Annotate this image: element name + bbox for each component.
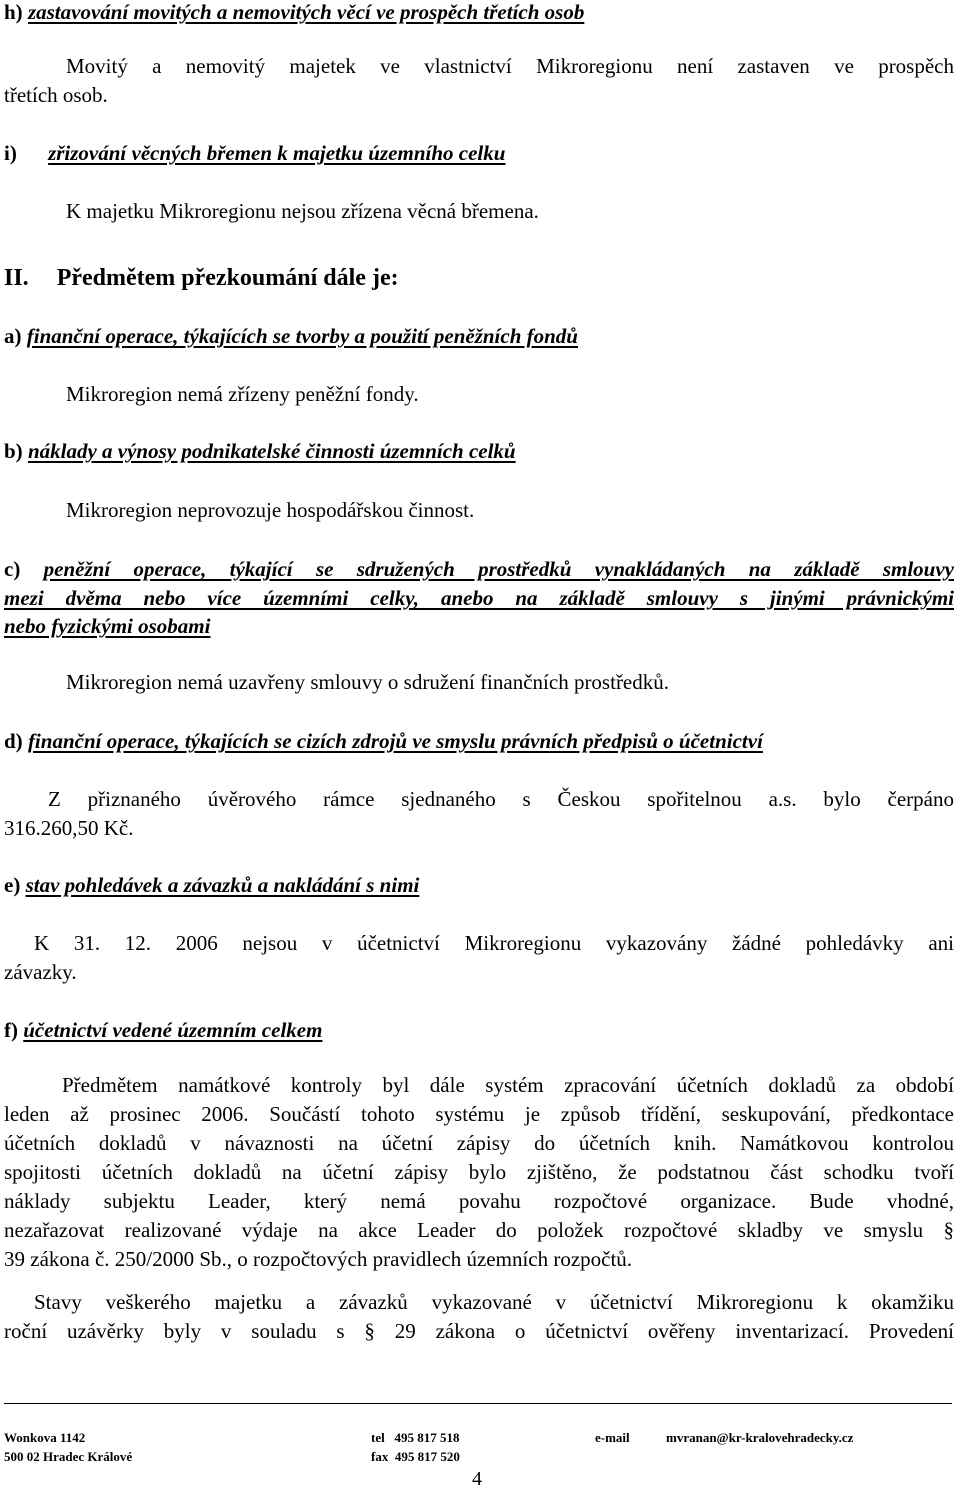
page-number: 4	[472, 1468, 482, 1490]
section-c-title-line3: nebo fyzickými osobami	[4, 614, 211, 638]
section-d-line1: Z přiznaného úvěrového rámce sjednaného s Českou spořitelnou a.s. bylo čerpáno	[48, 787, 954, 811]
section-a-body: Mikroregion nemá zřízeny peněžní fondy.	[66, 382, 419, 406]
section-b-heading	[4, 437, 516, 466]
section-b-body: Mikroregion neprovozuje hospodářskou činnost.	[66, 498, 475, 522]
section-e-line2: závazky.	[4, 960, 77, 984]
footer-rule	[4, 1403, 952, 1404]
section-i-heading	[4, 139, 505, 168]
section-f-title: účetnictví vedené územním celkem	[23, 1018, 323, 1042]
section-ii-heading	[4, 264, 399, 293]
footer-email: mvranan@kr-kralovehradecky.cz	[666, 1430, 854, 1445]
section-d-heading	[4, 727, 763, 756]
section-h-line2: třetích osob.	[4, 83, 108, 107]
section-c-title-line1: peněžní operace, týkající se sdružených prostředků vynakládaných na základě smlouvy	[43, 557, 954, 581]
section-f-p1-line3: účetních dokladů v návaznosti na účetní zápisy do účetních knih. Namátkovou kontrolou	[4, 1131, 954, 1155]
section-d-body	[4, 785, 954, 814]
section-b-label: b)	[4, 439, 23, 463]
footer-street: Wonkova 1142	[4, 1430, 86, 1445]
footer-email-label: e-mail	[595, 1430, 630, 1445]
section-d-line2: 316.260,50 Kč.	[4, 816, 134, 840]
section-i-body: K majetku Mikroregionu nejsou zřízena věcná břemena.	[66, 199, 539, 223]
section-i-title: zřizování věcných břemen k majetku územního celku	[48, 141, 506, 165]
section-h-title: zastavování movitých a nemovitých věcí ve prospěch třetích osob	[27, 0, 585, 24]
section-e-heading	[4, 871, 419, 900]
footer-city: 500 02 Hradec Králové	[4, 1449, 133, 1464]
section-b-title: náklady a výnosy podnikatelské činnosti územních celků	[27, 439, 516, 463]
section-a-label: a)	[4, 324, 22, 348]
section-e-body	[4, 929, 954, 958]
section-f-p2-line1: Stavy veškerého majetku a závazků vykazované v účetnictví Mikroregionu k okamžiku	[34, 1290, 954, 1314]
section-c-heading-line1	[4, 555, 954, 584]
section-d-title: finanční operace, týkajících se cizích zdrojů ve smyslu právních předpisů o účetnictví	[27, 729, 763, 753]
section-f-p1-line7: 39 zákona č. 250/2000 Sb., o rozpočtových pravidlech územních rozpočtů.	[4, 1247, 633, 1271]
section-f-label: f)	[4, 1018, 18, 1042]
section-f-p1-line4: spojitosti účetních dokladů na účetní zápisy bylo zjištěno, že podstatnou část schodku tvoří	[4, 1160, 954, 1184]
section-f-heading	[4, 1016, 322, 1045]
section-a-heading	[4, 322, 578, 351]
section-f-p2-line2: roční uzávěrky byly v souladu s § 29 zákona o účetnictví ověřeny inventarizací. Provedení	[4, 1319, 954, 1343]
section-c-heading-line3	[4, 612, 210, 641]
section-h-body	[4, 52, 954, 81]
footer-tel: tel 495 817 518	[371, 1430, 460, 1445]
section-h-label: h)	[4, 0, 23, 24]
section-f-p1-line1: Předmětem namátkové kontroly byl dále systém zpracování účetních dokladů za období	[62, 1073, 954, 1097]
section-c-title-line2: mezi dvěma nebo více územními celky, anebo na základě smlouvy s jinými právnickými	[4, 586, 954, 610]
section-c-heading-line2	[4, 584, 954, 613]
section-i-label: i)	[4, 141, 17, 165]
section-e-line1: K 31. 12. 2006 nejsou v účetnictví Mikroregionu vykazovány žádné pohledávky ani	[34, 931, 954, 955]
section-f-p1-line5: náklady subjektu Leader, který nemá povahu rozpočtové organizace. Bude vhodné,	[4, 1189, 954, 1213]
section-c-body: Mikroregion nemá uzavřeny smlouvy o sdružení finančních prostředků.	[66, 670, 670, 694]
section-c-label: c)	[4, 557, 21, 581]
section-a-title: finanční operace, týkajících se tvorby a použití peněžních fondů	[26, 324, 578, 348]
section-h-heading	[4, 0, 584, 27]
section-d-label: d)	[4, 729, 23, 753]
section-f-p1-line2: leden až prosinec 2006. Součástí tohoto systému je způsob třídění, seskupování, předkontace	[4, 1102, 954, 1126]
section-ii-label: II.	[4, 265, 29, 291]
section-e-title: stav pohledávek a závazků a nakládání s nimi	[25, 873, 420, 897]
section-h-line1: Movitý a nemovitý majetek ve vlastnictví Mikroregionu není zastaven ve prospěch	[66, 54, 954, 78]
footer-fax: fax 495 817 520	[371, 1449, 460, 1464]
section-e-label: e)	[4, 873, 21, 897]
section-f-p1-line6: nezařazovat realizované výdaje na akce Leader do položek rozpočtové skladby ve smyslu §	[4, 1218, 954, 1242]
section-ii-title: Předmětem přezkoumání dále je:	[56, 265, 399, 291]
